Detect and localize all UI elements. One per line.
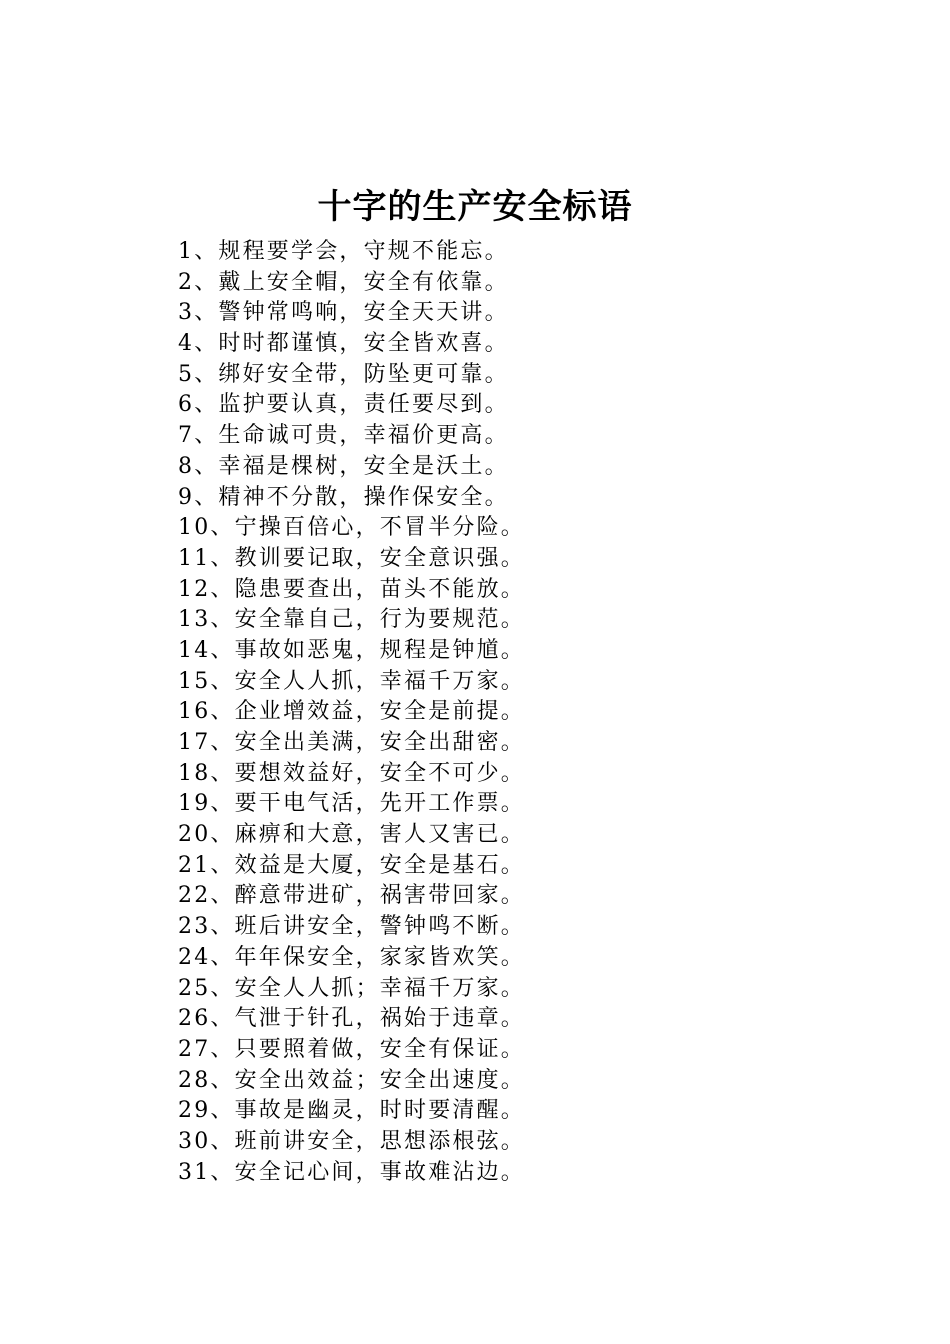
slogan-list	[178, 237, 878, 1188]
slogan-item: 26、气泄于针孔，祸始于违章。	[178, 1006, 525, 1032]
slogan-item: 19、要干电气活，先开工作票。	[178, 791, 525, 817]
slogan-item: 30、班前讲安全，思想添根弦。	[178, 1128, 525, 1154]
slogan-item: 25、安全人人抓；幸福千万家。	[178, 975, 525, 1001]
slogan-item: 14、事故如恶鬼，规程是钟馗。	[178, 637, 525, 663]
slogan-item: 9、精神不分散，操作保安全。	[178, 484, 509, 510]
slogan-item: 6、监护要认真，责任要尽到。	[178, 392, 509, 418]
slogan-item: 3、警钟常鸣响，安全天天讲。	[178, 300, 509, 326]
slogan-item: 16、企业增效益，安全是前提。	[178, 699, 525, 725]
slogan-item: 15、安全人人抓，幸福千万家。	[178, 668, 525, 694]
slogan-item: 11、教训要记取，安全意识强。	[178, 545, 525, 571]
slogan-item: 22、醉意带进矿，祸害带回家。	[178, 883, 525, 909]
slogan-item: 20、麻痹和大意，害人又害已。	[178, 822, 525, 848]
slogan-item: 17、安全出美满，安全出甜密。	[178, 730, 525, 755]
slogan-item: 1、规程要学会，守规不能忘。	[178, 239, 509, 264]
slogan-item: 13、安全靠自己，行为要规范。	[178, 607, 525, 633]
slogan-item: 21、效益是大厦，安全是基石。	[178, 852, 525, 878]
slogan-item: 10、宁操百倍心，不冒半分险。	[178, 515, 525, 541]
slogan-item: 8、幸福是棵树，安全是沃土。	[178, 453, 509, 479]
slogan-item: 28、安全出效益；安全出速度。	[178, 1067, 525, 1093]
slogan-item: 5、绑好安全带，防坠更可靠。	[178, 361, 509, 387]
slogan-item: 4、时时都谨慎，安全皆欢喜。	[178, 331, 509, 357]
slogan-item: 12、隐患要查出，苗头不能放。	[178, 576, 525, 602]
document-title: 十字的生产安全标语	[317, 187, 633, 227]
slogan-item: 27、只要照着做，安全有保证。	[178, 1036, 525, 1062]
slogan-item: 7、生命诚可贵，幸福价更高。	[178, 423, 509, 449]
slogan-item: 18、要想效益好，安全不可少。	[178, 760, 525, 786]
slogan-item: 23、班后讲安全，警钟鸣不断。	[178, 914, 525, 940]
slogan-item: 29、事故是幽灵，时时要清醒。	[178, 1098, 525, 1124]
slogan-item: 24、年年保安全，家家皆欢笑。	[178, 944, 525, 970]
slogan-item: 31、安全记心间，事故难沾边。	[178, 1159, 525, 1185]
slogan-item: 2、戴上安全帽，安全有依靠。	[178, 269, 509, 295]
